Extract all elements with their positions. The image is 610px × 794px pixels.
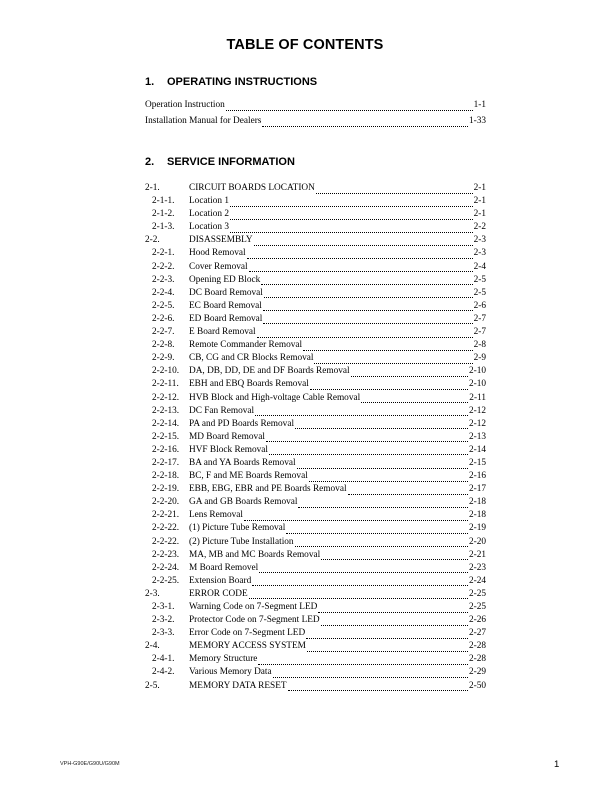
toc-entry [145,378,486,391]
toc-entry-page: 2-5 [473,274,486,285]
footer-model: VPH-G90E/G90U/G90M [60,761,120,767]
toc-entry-page: 1-33 [468,115,486,126]
toc-entry-title: GA and GB Boards Removal [189,497,298,508]
toc-entry-title: CIRCUIT BOARDS LOCATION [189,183,315,193]
toc-dot-leader [249,591,468,599]
toc-entry [145,208,486,221]
toc-dot-leader [321,618,468,626]
toc-entry-number: 2-2-25. [152,575,180,586]
toc-entry-title: HVB Block and High-voltage Cable Removal [189,392,361,403]
toc-entry-page: 2-1 [473,196,486,207]
toc-entry-title: Error Code on 7-Segment LED [189,628,306,639]
toc-entry-title: Opening ED Block [189,274,261,285]
toc-entry-page: 2-4 [473,261,486,272]
toc-entry [145,601,486,614]
toc-entry-number: 2-2-1. [152,248,175,259]
toc-dot-leader [288,683,468,691]
toc-entry [145,326,486,339]
toc-entry-number: 2-2-14. [152,418,180,429]
toc-entry-title: (2) Picture Tube Installation [189,536,294,547]
toc-entry-title: Operation Instruction [145,100,225,110]
toc-dot-leader [314,356,472,364]
toc-entry-number: 2-3-2. [152,615,175,626]
toc-entry [145,666,486,679]
toc-entry-page: 2-13 [468,431,486,442]
section-2-toc [145,182,486,693]
toc-entry-number: 2-2-16. [152,444,180,455]
toc-entry-page: 2-29 [468,667,486,678]
toc-dot-leader [262,119,468,127]
toc-entry-title: DA, DB, DD, DE and DF Boards Removal [189,366,350,377]
toc-entry-page: 2-18 [468,497,486,508]
toc-entry-title: PA and PD Boards Removal [189,418,295,429]
toc-entry-number: 2-2-23. [152,549,180,560]
toc-entry-title: MEMORY DATA RESET [189,680,287,691]
toc-entry-page: 2-11 [469,392,486,403]
toc-entry-number: 2-1-1. [152,196,175,207]
toc-entry-number: 2-2-4. [152,287,175,298]
toc-entry-page: 2-27 [468,628,486,639]
toc-entry-number: 2-2-24. [152,562,180,573]
toc-entry [145,575,486,588]
toc-dot-leader [230,212,473,220]
toc-entry-number: 2-2-13. [152,405,180,416]
toc-entry [145,352,486,365]
toc-entry-number: 2-2-9. [152,353,175,364]
toc-dot-leader [348,487,468,495]
toc-dot-leader [264,290,473,298]
toc-entry-title: (1) Picture Tube Removal [189,523,286,534]
toc-dot-leader [316,186,473,194]
toc-entry-page: 2-3 [473,235,486,246]
toc-dot-leader [269,447,468,455]
toc-entry-page: 2-18 [468,510,486,521]
toc-entry-page: 2-1 [473,209,486,220]
toc-entry [145,339,486,352]
toc-entry-title: BA and YA Boards Removal [189,457,296,468]
toc-entry-number: 2-2-11. [152,379,179,390]
toc-dot-leader [230,225,473,233]
toc-dot-leader [318,605,468,613]
section-1-toc [145,98,486,129]
toc-entry-number: 2-2-5. [152,300,175,311]
toc-entry-number: 2-2-3. [152,274,175,285]
toc-entry-title: Extension Board [189,575,252,586]
toc-entry [145,313,486,326]
toc-entry-page: 2-7 [473,313,486,324]
toc-entry-page: 2-15 [468,457,486,468]
toc-entry [145,274,486,287]
toc-entry-title: Location 1 [189,196,230,207]
toc-dot-leader [298,500,468,508]
toc-entry-page: 2-9 [473,353,486,364]
toc-entry-page: 2-19 [468,523,486,534]
toc-entry-number: 2-2-22. [152,536,180,547]
toc-entry-page: 2-3 [473,248,486,259]
toc-dot-leader [226,103,473,111]
toc-entry-number: 2-4. [145,641,160,652]
toc-entry [145,247,486,260]
toc-entry [145,287,486,300]
toc-entry [145,627,486,640]
toc-entry-page: 2-6 [473,300,486,311]
toc-entry [145,114,486,130]
section-2-number: 2. [145,156,155,168]
toc-dot-leader [252,578,468,586]
toc-dot-leader [247,251,473,259]
toc-entry-page: 1-1 [473,100,486,110]
toc-dot-leader [263,303,473,311]
toc-entry [145,522,486,535]
toc-entry-title: M Board Removel [189,562,259,573]
toc-entry-number: 2-4-2. [152,667,175,678]
toc-entry-page: 2-25 [468,588,486,599]
toc-entry-page: 2-25 [468,602,486,612]
toc-entry [145,234,486,247]
toc-entry-title: HVF Block Removal [189,444,269,455]
toc-entry-title: Various Memory Data [189,667,272,678]
toc-entry-number: 2-2-6. [152,313,175,324]
toc-entry-title: MD Board Removal [189,431,265,442]
toc-entry-title: ERROR CODE [189,588,248,599]
toc-entry-page: 2-5 [473,287,486,298]
page-title: TABLE OF CONTENTS [226,37,384,53]
toc-entry [145,98,486,114]
toc-entry-number: 2-1-3. [152,222,175,233]
toc-entry-title: EC Board Removal [189,300,262,311]
toc-entry [145,444,486,457]
toc-entry-page: 2-28 [468,654,486,665]
toc-entry-title: MA, MB and MC Boards Removal [189,549,321,560]
toc-entry-page: 2-8 [473,340,486,351]
toc-entry-number: 2-5. [145,680,160,691]
toc-entry-page: 2-12 [468,405,486,416]
toc-dot-leader [254,238,473,246]
toc-entry-number: 2-2-7. [152,327,175,338]
toc-dot-leader [295,421,468,429]
toc-entry-page: 2-12 [468,418,486,429]
toc-dot-leader [263,316,472,324]
toc-entry-title: Location 2 [189,209,230,220]
toc-entry [145,640,486,653]
toc-entry-number: 2-2-18. [152,471,180,482]
toc-dot-leader [257,330,473,338]
toc-entry-page: 2-26 [468,615,486,626]
toc-entry [145,365,486,378]
toc-entry-title: CB, CG and CR Blocks Removal [189,353,314,364]
toc-dot-leader [306,631,468,639]
toc-entry-number: 2-1. [145,183,160,193]
toc-entry-page: 2-20 [468,536,486,547]
toc-entry-page: 2-2 [473,222,486,233]
toc-entry-number: 2-2-2. [152,261,175,272]
toc-entry-title: EBB, EBG, EBR and PE Boards Removal [189,484,347,495]
toc-entry [145,418,486,431]
toc-dot-leader [303,343,473,351]
toc-entry-title: Hood Removal [189,248,246,259]
toc-entry-title: Lens Removal [189,510,243,521]
toc-entry [145,195,486,208]
toc-entry-number: 2-3-3. [152,628,175,639]
toc-entry [145,392,486,405]
toc-dot-leader [321,552,468,560]
toc-entry [145,588,486,601]
toc-entry-title: E Board Removal [189,327,256,338]
toc-entry-number: 2-3. [145,588,160,599]
toc-entry-title: ED Board Removal [189,313,263,324]
toc-entry [145,221,486,234]
toc-entry-number: 2-2. [145,235,160,246]
toc-dot-leader [261,277,472,285]
toc-dot-leader [295,539,468,547]
toc-entry-page: 2-14 [468,444,486,455]
toc-entry-title: Location 3 [189,222,230,233]
toc-entry-page: 2-16 [468,471,486,482]
toc-entry [145,483,486,496]
toc-entry-page: 2-10 [468,366,486,377]
toc-entry [145,300,486,313]
toc-dot-leader [255,408,468,416]
toc-entry [145,549,486,562]
toc-dot-leader [286,526,468,534]
toc-entry [145,405,486,418]
toc-entry [145,562,486,575]
section-1-title: OPERATING INSTRUCTIONS [167,76,318,88]
toc-entry [145,536,486,549]
toc-entry-number: 2-2-20. [152,497,180,508]
toc-entry-page: 2-17 [468,484,486,495]
toc-entry-number: 2-2-10. [152,366,180,377]
toc-entry-number: 2-3-1. [152,602,175,612]
toc-entry-page: 2-1 [473,183,486,193]
toc-entry-title: BC, F and ME Boards Removal [189,471,308,482]
toc-entry [145,470,486,483]
toc-entry-page: 2-24 [468,575,486,586]
toc-entry [145,653,486,666]
toc-entry-page: 2-50 [468,680,486,691]
toc-dot-leader [297,461,468,469]
toc-dot-leader [361,395,468,403]
toc-entry-title: DC Board Removal [189,287,263,298]
toc-entry-title: MEMORY ACCESS SYSTEM [189,641,306,652]
toc-dot-leader [351,369,468,377]
section-1-number: 1. [145,76,155,88]
toc-entry-title: Installation Manual for Dealers [145,115,262,126]
toc-entry-page: 2-7 [473,327,486,338]
toc-entry-title: EBH and EBQ Boards Removal [189,379,309,390]
toc-entry [145,261,486,274]
toc-entry-title: Protector Code on 7-Segment LED [189,615,320,626]
toc-entry [145,457,486,470]
toc-entry [145,496,486,509]
toc-entry-title: Warning Code on 7-Segment LED [189,602,318,612]
toc-entry [145,431,486,444]
toc-dot-leader [244,513,468,521]
toc-entry-number: 2-2-15. [152,431,180,442]
section-2-title: SERVICE INFORMATION [167,156,295,168]
toc-entry-number: 2-1-2. [152,209,175,220]
toc-dot-leader [259,565,468,573]
toc-entry [145,680,486,693]
toc-entry-page: 2-28 [468,641,486,652]
toc-entry-page: 2-10 [468,379,486,390]
toc-dot-leader [266,434,468,442]
toc-entry [145,614,486,627]
toc-entry-title: DISASSEMBLY [189,235,253,246]
toc-dot-leader [309,474,468,482]
toc-entry [145,182,486,195]
toc-entry-number: 2-2-22. [152,523,180,534]
toc-dot-leader [310,382,468,390]
toc-dot-leader [230,199,473,207]
toc-dot-leader [258,657,468,665]
toc-entry-page: 2-21 [468,549,486,560]
toc-entry [145,509,486,522]
section-2-heading [145,156,295,168]
toc-entry-number: 2-2-19. [152,484,180,495]
toc-entry-title: Memory Structure [189,654,258,665]
toc-entry-title: Cover Removal [189,261,248,272]
toc-entry-number: 2-2-12. [152,392,180,403]
toc-dot-leader [249,264,473,272]
toc-entry-page: 2-23 [468,562,486,573]
toc-entry-number: 2-4-1. [152,654,175,665]
toc-entry-number: 2-2-17. [152,457,180,468]
toc-dot-leader [307,644,468,652]
toc-entry-number: 2-2-8. [152,340,175,351]
toc-dot-leader [273,670,468,678]
toc-entry-title: DC Fan Removal [189,405,255,416]
toc-entry-number: 2-2-21. [152,510,180,521]
footer-page-number: 1 [554,759,560,770]
toc-entry-title: Remote Commander Removal [189,340,303,351]
section-1-heading [145,76,317,88]
